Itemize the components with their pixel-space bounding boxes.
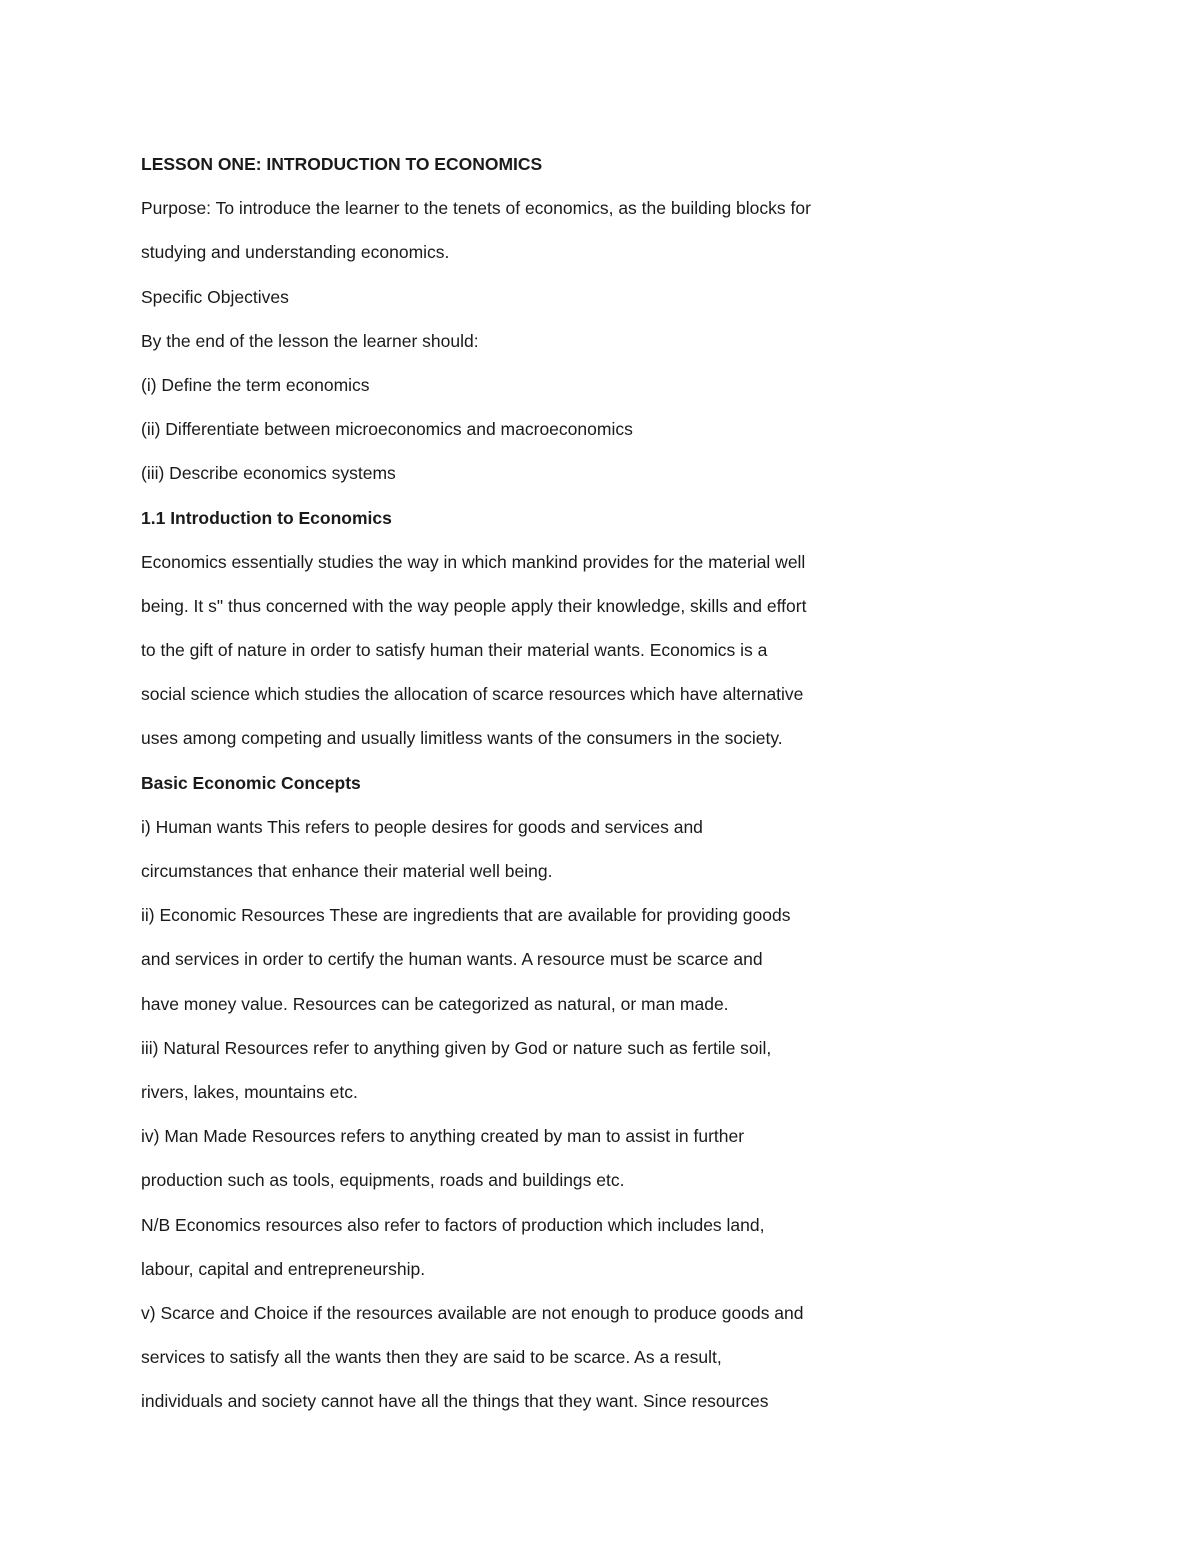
concept-line: and services in order to certify the human wants. A resource must be scarce and	[141, 949, 763, 970]
intro-paragraph-line: Economics essentially studies the way in which mankind provides for the material well	[141, 551, 806, 572]
section-heading: 1.1 Introduction to Economics	[141, 507, 392, 528]
concept-line: N/B Economics resources also refer to factors of production which includes land,	[141, 1214, 765, 1235]
concept-line: rivers, lakes, mountains etc.	[141, 1081, 358, 1102]
purpose-line: studying and understanding economics.	[141, 242, 450, 263]
intro-paragraph-line: social science which studies the allocation of scarce resources which have alternative	[141, 684, 804, 705]
concept-line: individuals and society cannot have all the things that they want. Since resources	[141, 1391, 769, 1412]
concept-line: have money value. Resources can be categorized as natural, or man made.	[141, 993, 729, 1014]
concept-line: labour, capital and entrepreneurship.	[141, 1258, 426, 1279]
objective-item: (i) Define the term economics	[141, 374, 370, 395]
document-body	[141, 142, 941, 1423]
objective-item: (iii) Describe economics systems	[141, 463, 396, 484]
intro-paragraph-line: to the gift of nature in order to satisfy human their material wants. Economics is a	[141, 640, 768, 661]
concept-line: v) Scarce and Choice if the resources available are not enough to produce goods and	[141, 1302, 804, 1323]
purpose-line: Purpose: To introduce the learner to the tenets of economics, as the building blocks for	[141, 198, 811, 219]
concept-line: services to satisfy all the wants then they are said to be scarce. As a result,	[141, 1347, 722, 1368]
objective-item: (ii) Differentiate between microeconomics and macroeconomics	[141, 419, 633, 440]
objectives-intro: By the end of the lesson the learner should:	[141, 330, 479, 351]
concept-line: iv) Man Made Resources refers to anything created by man to assist in further	[141, 1126, 745, 1147]
intro-paragraph-line: uses among competing and usually limitless wants of the consumers in the society.	[141, 728, 783, 749]
concept-line: iii) Natural Resources refer to anything given by God or nature such as fertile soil,	[141, 1037, 772, 1058]
lesson-title: LESSON ONE: INTRODUCTION TO ECONOMICS	[141, 154, 543, 174]
intro-paragraph-line: being. It s" thus concerned with the way people apply their knowledge, skills and effort	[141, 595, 807, 616]
concept-line: production such as tools, equipments, roads and buildings etc.	[141, 1170, 625, 1191]
concept-line: i) Human wants This refers to people desires for goods and services and	[141, 816, 703, 837]
concepts-heading: Basic Economic Concepts	[141, 772, 361, 793]
concept-line: circumstances that enhance their material well being.	[141, 861, 553, 881]
objectives-heading: Specific Objectives	[141, 286, 289, 307]
concept-line: ii) Economic Resources These are ingredients that are available for providing goods	[141, 905, 791, 926]
